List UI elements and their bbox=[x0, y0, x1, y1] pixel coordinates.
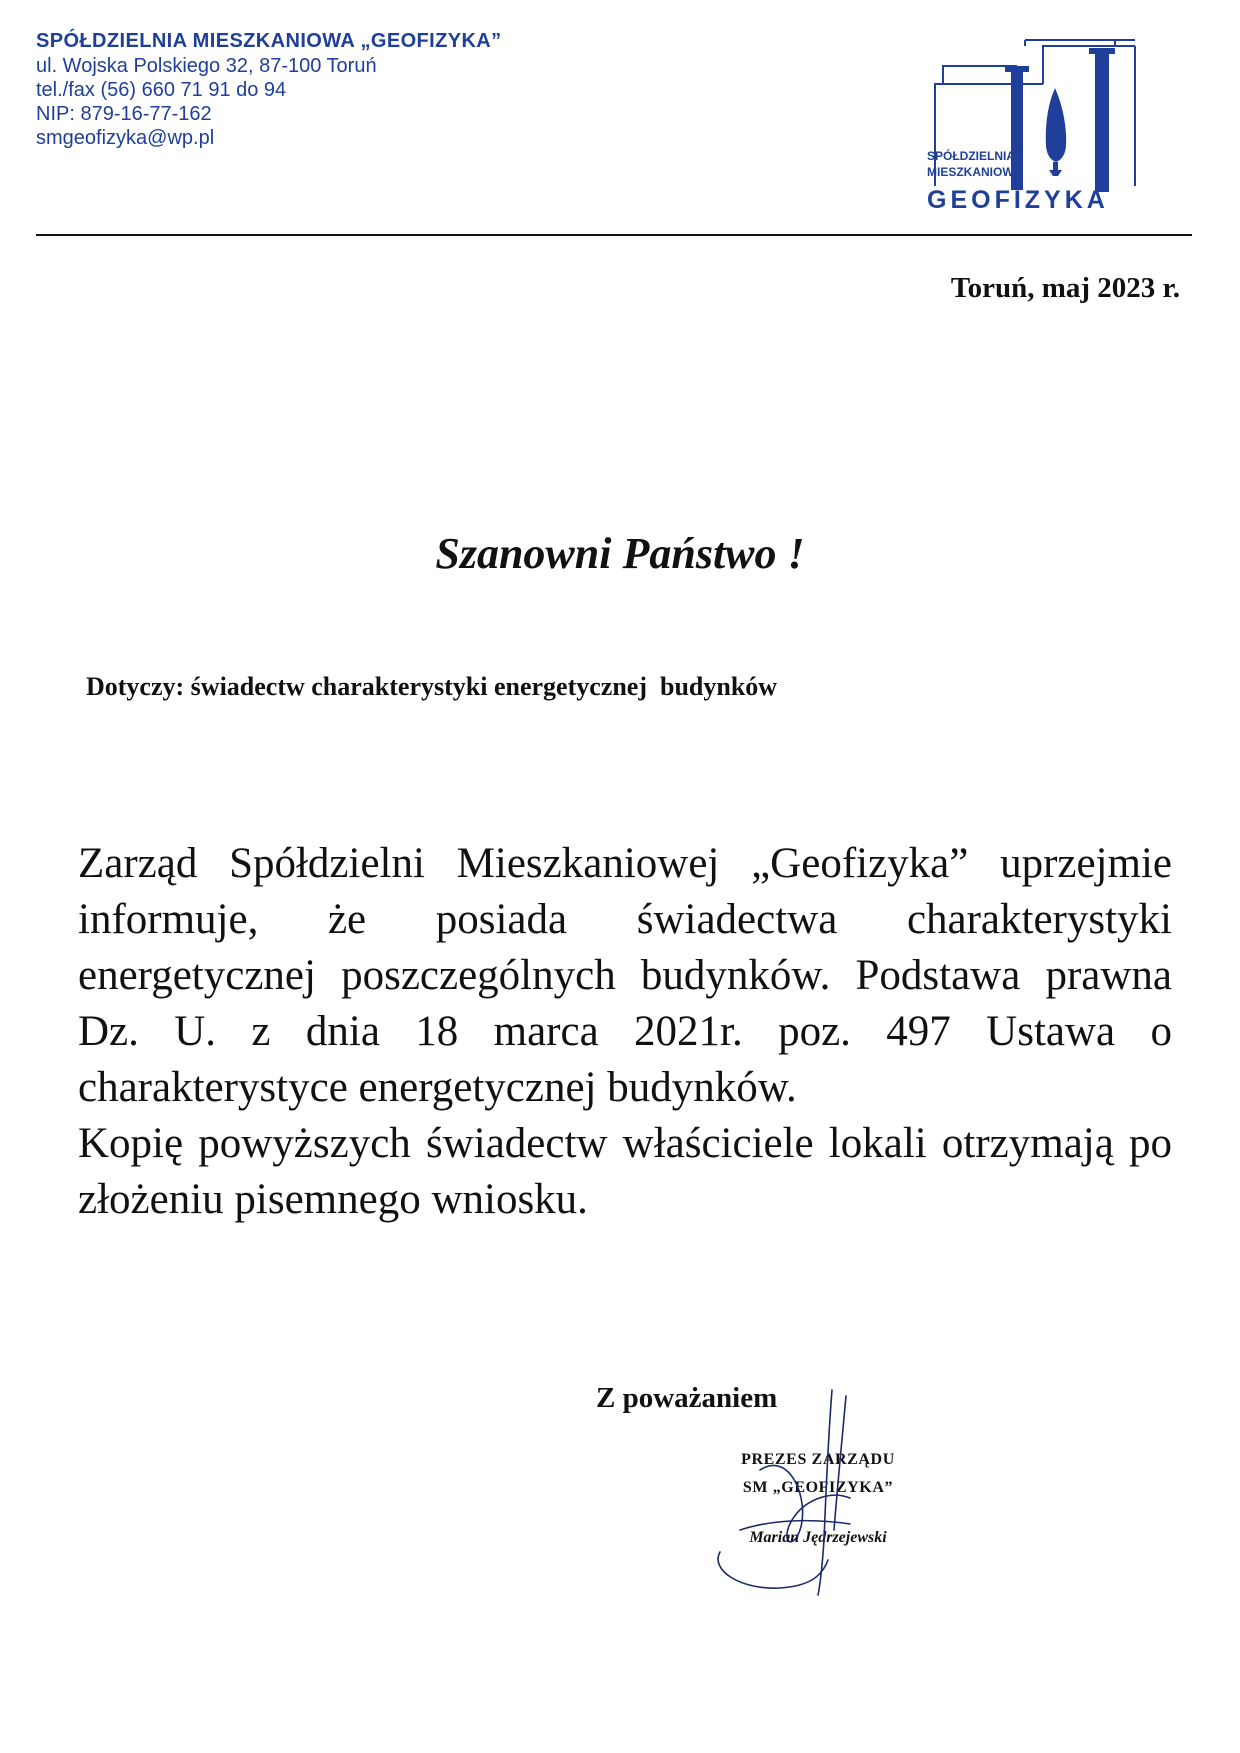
organization-name: SPÓŁDZIELNIA MIESZKANIOWA „GEOFIZYKA” bbox=[36, 30, 502, 52]
logo-line-1: SPÓŁDZIELNIA bbox=[927, 149, 1016, 163]
body-paragraph-1: Zarząd Spółdzielni Mieszkaniowej „Geofizyka” uprzejmie informuje, że posiada świadectwa charakterystyki energetycznej poszczególnych budynków. Podstawa prawna Dz. U. z dnia 18 marca 2021r. poz. 497 Ustawa o charakterystyce energetycznej budynków. bbox=[78, 840, 1172, 1111]
logo-line-2: MIESZKANIOWA bbox=[927, 165, 1022, 179]
stamp-title: PREZES ZARZĄDU bbox=[741, 1451, 895, 1468]
header-divider bbox=[36, 234, 1192, 236]
logo-brand: GEOFIZYKA bbox=[927, 186, 1109, 214]
closing: Z poważaniem bbox=[596, 1382, 778, 1414]
nip-line: NIP: 879-16-77-162 bbox=[36, 103, 212, 125]
salutation: Szanowni Państwo ! bbox=[435, 529, 805, 578]
letter-body bbox=[78, 836, 1172, 1228]
phone-line: tel./fax (56) 660 71 91 do 94 bbox=[36, 79, 287, 101]
letterhead bbox=[36, 28, 736, 150]
subject-line: Dotyczy: świadectw charakterystyki energetycznej budynków bbox=[86, 672, 778, 701]
email-line: smgeofizyka@wp.pl bbox=[36, 127, 215, 149]
cooperative-logo bbox=[925, 36, 1191, 236]
stamp-name: Marian Jędrzejewski bbox=[749, 1529, 887, 1546]
letter-date: Toruń, maj 2023 r. bbox=[950, 272, 1180, 304]
body-paragraph-2: Kopię powyższych świadectw właściciele lokali otrzymają po złożeniu pisemnego wniosku. bbox=[78, 1120, 1172, 1223]
handwritten-signature bbox=[700, 1380, 900, 1600]
address-line: ul. Wojska Polskiego 32, 87-100 Toruń bbox=[36, 55, 377, 77]
stamp-organization: SM „GEOFIZYKA” bbox=[742, 1479, 894, 1496]
